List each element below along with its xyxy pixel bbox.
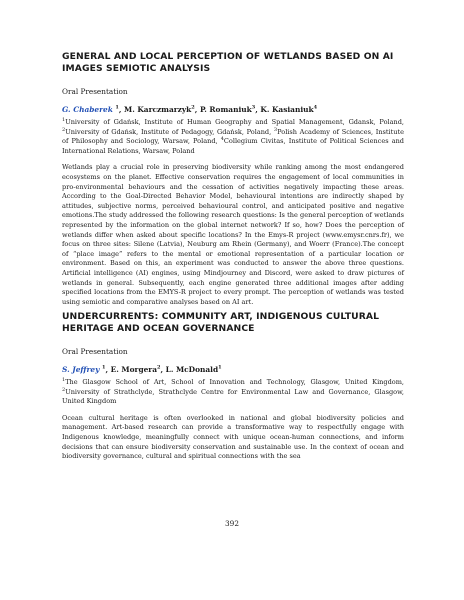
presenting-author: S. Jeffrey [62, 365, 100, 374]
affiliation-text: University of Gdańsk, Institute of Human Geography and Spatial Management, Gdansk, Poland, [65, 118, 404, 126]
author-affiliation-marker: 4 [313, 104, 318, 111]
author-affiliation-marker: 2 [157, 364, 161, 371]
author-affiliation-marker: 2 [191, 104, 195, 111]
author-affiliation-marker: 1 [115, 104, 119, 111]
abstract-2 [62, 311, 404, 468]
affiliations [62, 378, 404, 407]
abstract-body: Wetlands play a crucial role in preserving biodiversity while ranking among the most endangered ecosystems on the planet. Effective conservation requires the engagement of local communities in pro-environmental behaviours and the cessation of activities negatively impacting these areas. According to the Goal-Directed Behavior Model, behavioural intentions are indirectly shaped by attitudes, subjective norms, perceived behavioural control, and anticipated positive and negative emotions.The study addressed the following research questions: Is the general perception of wetlands represented by the information on the global internet network? If so, how? Does the perception of wetlands differ when asked about specific locations? In the Emys-R project (www.emysr.cnrs.fr), we focus on three sites: Silene (Latvia), Neuburg am Rhein (Germany), and Woerr (France).The concept of “place image” refers to the mental or emotional representation of a particular location or environment. Based on this, an experiment was conducted to answer the above three questions. Artificial intelligence (AI) engines, using Mindjourney and Discord, were asked to draw pictures of wetlands in general. Subsequently, each engine generated three additional images after adding specified locations from the EMYS-R project to every prompt. The perception of wetlands was tested using semiotic and comparative analyses based on AI art. [62, 163, 404, 306]
affiliation-marker: 1 [62, 376, 66, 383]
coauthor: K. Kasianiuk [260, 105, 314, 114]
affiliation-text: Collegium Civitas, Institute of Political Sciences and International Relations, Warsaw, Poland [62, 137, 404, 155]
author-separator: , [160, 365, 166, 374]
author-separator: , [255, 105, 261, 114]
abstract-title: GENERAL AND LOCAL PERCEPTION OF WETLANDS BASED ON AI IMAGES SEMIOTIC ANALYSIS [62, 51, 394, 74]
abstract-1 [62, 51, 404, 314]
affiliation-text: Polish Academy of Sciences, Institute of Philosophy and Sociology, Warsaw, Poland, [62, 127, 404, 146]
presentation-type: Oral Presentation [62, 347, 128, 356]
page-number: 392 [225, 519, 239, 528]
affiliation-text: The Glasgow School of Art, School of Innovation and Technology, Glasgow, United Kingdom, [65, 378, 404, 386]
author-separator: , [194, 105, 200, 114]
presenting-author: G. Chaberek [62, 105, 113, 114]
coauthor: L. McDonald [165, 365, 219, 374]
author-separator: , [118, 105, 125, 114]
author-list [62, 105, 404, 114]
coauthor: P. Romaniuk [199, 105, 252, 114]
affiliations [62, 118, 404, 156]
affiliation-marker: 3 [273, 126, 278, 133]
abstract-body: Ocean cultural heritage is often overlooked in national and global biodiversity policies and management. Art-based research can provide a transformative way to respectfully engage with Indigenous knowledge, meaningfully connect with unique ocean-human connections, and inform decisions that can ensure biodiversity conservation and sustainable use. In the context of ocean and biodiversity governance, cultural and spiritual connections with the sea [62, 413, 404, 461]
affiliation-marker: 4 [220, 136, 224, 143]
affiliation-marker: 2 [62, 386, 66, 393]
author-affiliation-marker: 1 [218, 364, 222, 371]
abstract-title: UNDERCURRENTS: COMMUNITY ART, INDIGENOUS CULTURAL HERITAGE AND OCEAN GOVERNANCE [62, 311, 380, 334]
author-list [62, 365, 404, 374]
affiliation-text: University of Gdańsk, Institute of Pedagogy, Gdańsk, Poland, [65, 127, 274, 136]
author-affiliation-marker: 3 [251, 104, 256, 111]
coauthor: M. Karczmarzyk [124, 105, 192, 114]
presentation-type: Oral Presentation [62, 87, 128, 96]
affiliation-marker: 1 [62, 116, 66, 123]
author-separator: , [105, 365, 111, 374]
author-affiliation-marker: 1 [102, 364, 106, 371]
affiliation-marker: 2 [62, 126, 66, 133]
affiliation-text: University of Strathclyde, Strathclyde Centre for Environmental Law and Governance, Glasgow, United Kingdom [62, 387, 404, 406]
coauthor: E. Morgera [110, 365, 157, 374]
